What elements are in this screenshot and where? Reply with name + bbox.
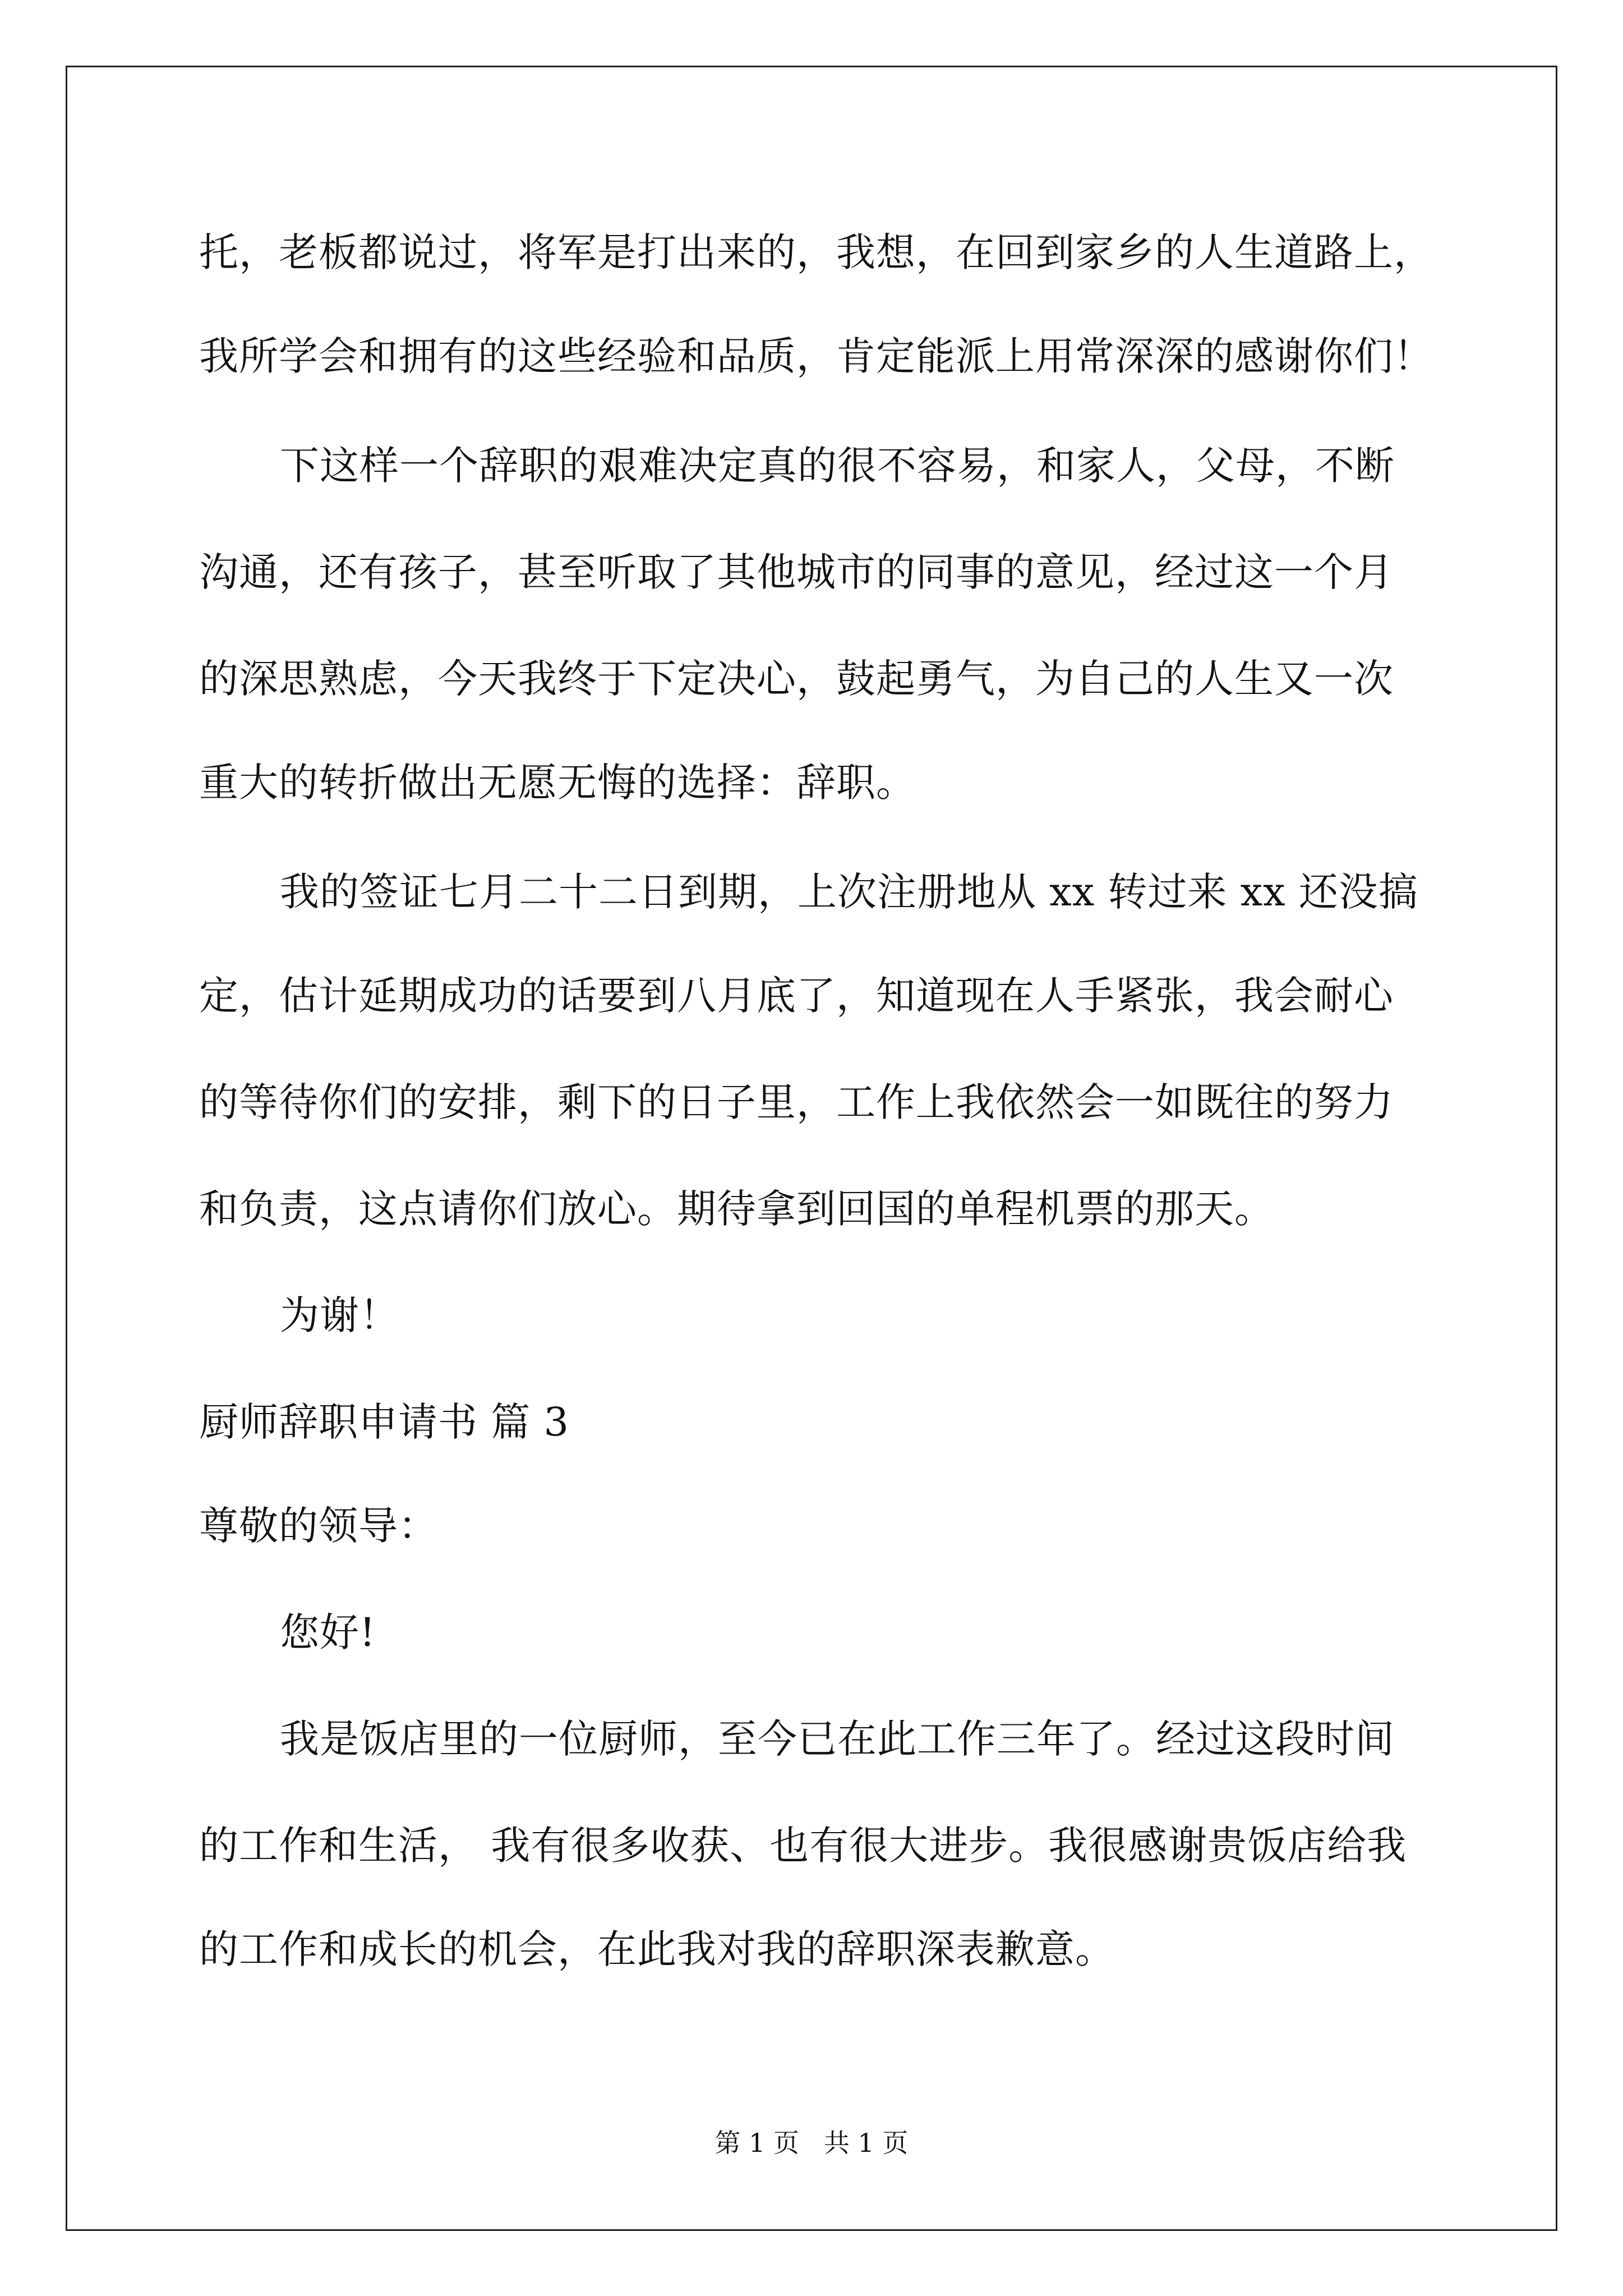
text-line: 和负责，这点请你们放心。期待拿到回国的单程机票的那天。 — [199, 1186, 1274, 1232]
text-line: 下这样一个辞职的艰难决定真的很不容易，和家人，父母，不断 — [280, 443, 1395, 489]
text-line: 的深思熟虑，今天我终于下定决心，鼓起勇气，为自己的人生又一次 — [199, 656, 1394, 702]
greeting: 您好! — [280, 1609, 376, 1655]
text-line: 的工作和成长的机会，在此我对我的辞职深表歉意。 — [199, 1926, 1115, 1972]
text-line: 的等待你们的安排，剩下的日子里，工作上我依然会一如既往的努力 — [199, 1079, 1394, 1125]
text-line: 重大的转折做出无愿无悔的选择：辞职。 — [199, 760, 916, 806]
text-line: 我所学会和拥有的这些经验和品质，肯定能派上用常深深的感谢你们！ — [199, 333, 1433, 379]
text-line: 为谢！ — [280, 1292, 399, 1338]
page-number-footer: 第 1 页 共 1 页 — [714, 2128, 909, 2158]
text-line: 托，老板都说过，将军是打出来的，我想，在回到家乡的人生道路上， — [199, 229, 1433, 275]
text-line: 我的签证七月二十二日到期，上次注册地从 xx 转过来 xx 还没搞 — [280, 869, 1418, 915]
section-heading: 厨师辞职申请书 篇 3 — [199, 1399, 570, 1445]
page-border — [66, 66, 1557, 2231]
salutation: 尊敬的领导： — [199, 1503, 438, 1549]
text-line: 我是饭店里的一位厨师，至今已在此工作三年了。经过这段时间 — [280, 1716, 1395, 1762]
text-line: 的工作和生活， 我有很多收获、也有很大进步。我很感谢贵饭店给我 — [199, 1823, 1407, 1869]
text-line: 定，估计延期成功的话要到八月底了，知道现在人手紧张，我会耐心 — [199, 973, 1394, 1019]
text-line: 沟通，还有孩子，甚至听取了其他城市的同事的意见，经过这一个月 — [199, 549, 1394, 595]
